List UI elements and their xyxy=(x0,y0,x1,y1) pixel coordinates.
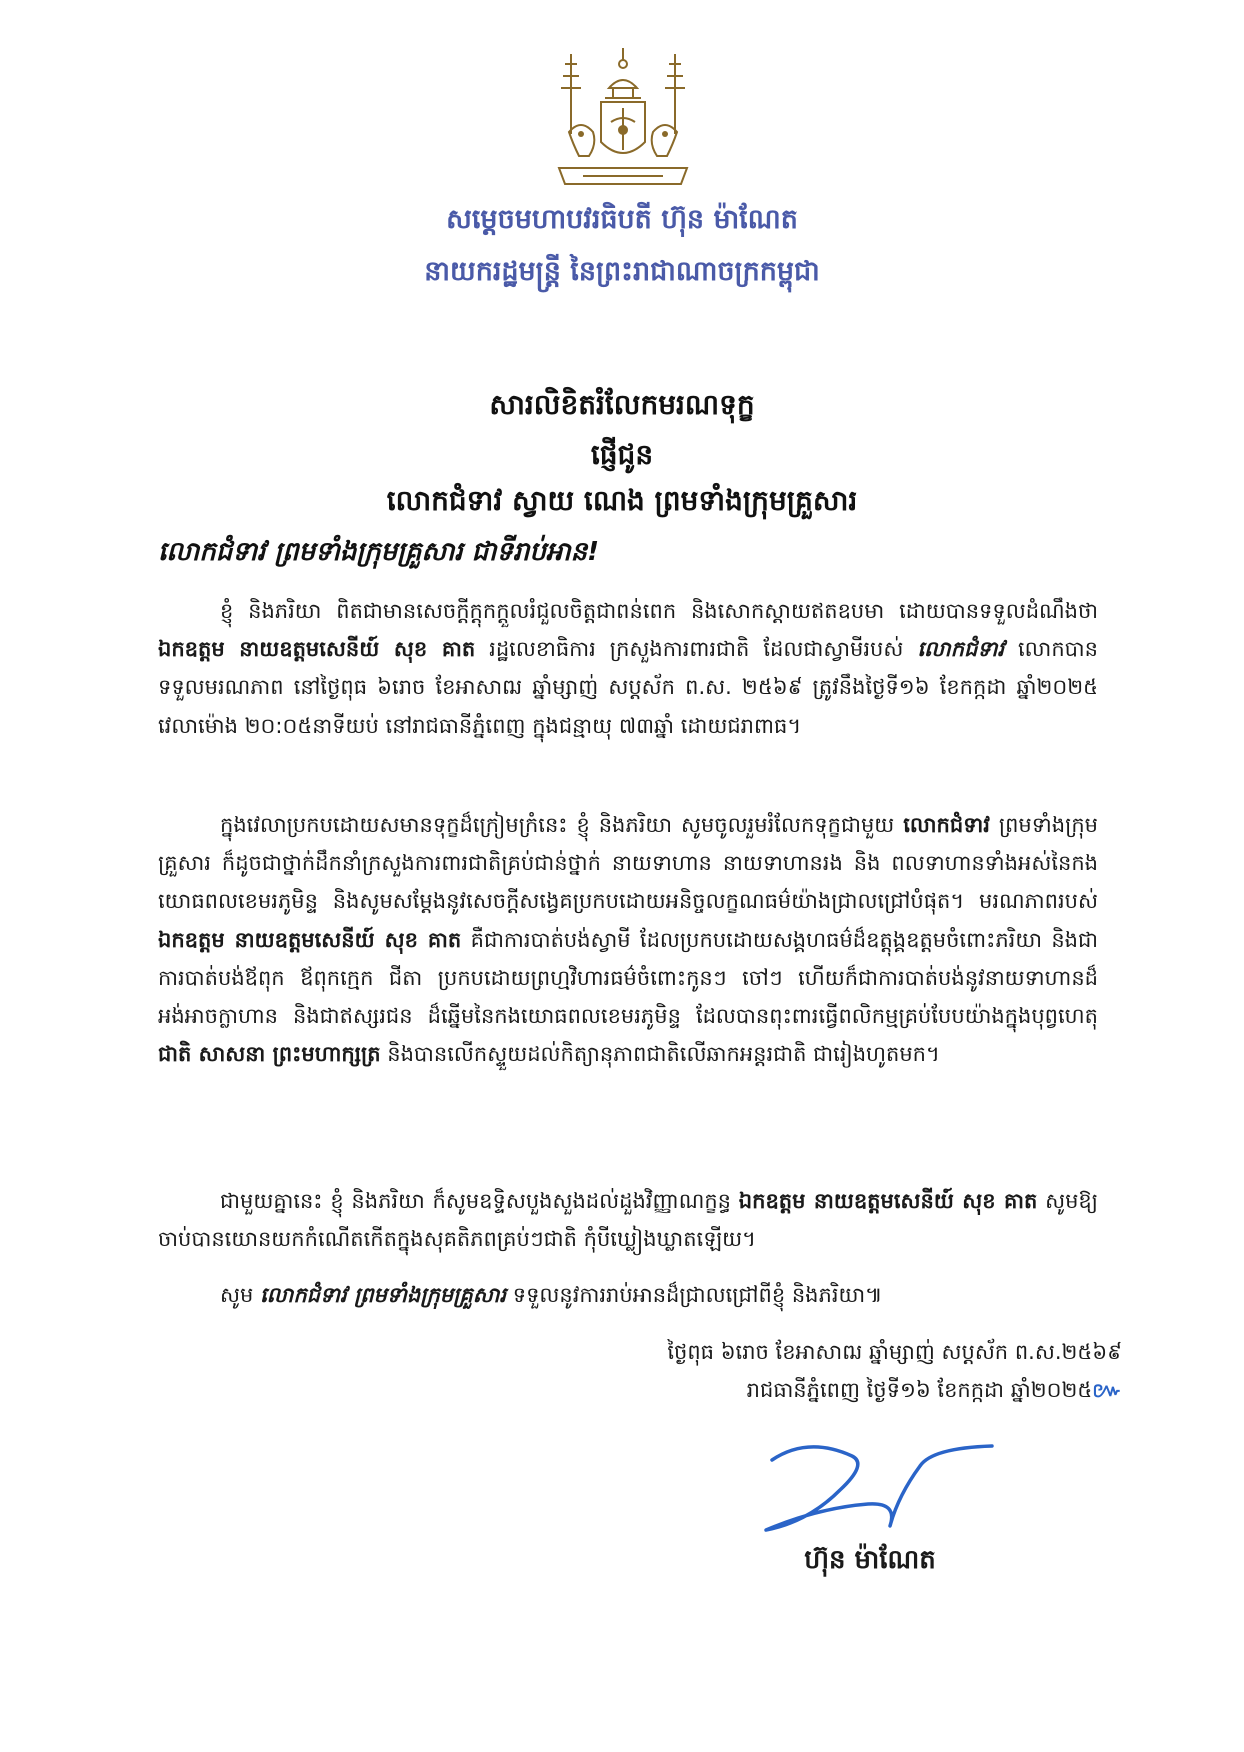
place-and-date: រាជធានីភ្នំពេញ ថ្ងៃទី១៦ ខែកក្កដា ឆ្នាំ២០២៥៚ xyxy=(746,1378,1122,1402)
royal-arms-emblem xyxy=(549,44,697,194)
recipient-title: លោកជំទាវ xyxy=(917,637,1004,662)
paragraph-3: ជាមួយគ្នានេះ ខ្ញុំ និងភរិយា ក៏សូមឧទ្ទិសបួងសួងដល់ដួងវិញ្ញាណក្ខន្ធ ឯកឧត្តម នាយឧត្តមសេនីយ៍ សុខ គាត សូមឱ្យចាប់បានយោនយកកំណើតកើតក្នុងសុគតិភពគ្រប់ៗជាតិ កុំបីឃ្លៀងឃ្លាតឡើយ។ xyxy=(158,1189,1098,1252)
lunar-date: ថ្ងៃពុធ ៦រោច ខែអាសាឍ ឆ្នាំម្សាញ់ សប្តស័ក ព.ស.២៥៦៩ xyxy=(667,1340,1122,1364)
salutation: លោកជំទាវ ព្រមទាំងក្រុមគ្រួសារ ជាទីរាប់អាន! xyxy=(158,537,600,567)
end-mark: ៚ xyxy=(1092,1378,1122,1402)
letter-subtitle: ផ្ញើជូន xyxy=(590,438,654,471)
deceased-name: ឯកឧត្តម នាយឧត្តមសេនីយ៍ សុខ គាត xyxy=(158,637,476,662)
sender-name-heading: សម្តេចមហាបវរធិបតី ហ៊ុន ម៉ាណែត xyxy=(446,204,798,235)
sender-title-heading: នាយករដ្ឋមន្ត្រី នៃព្រះរាជាណាចក្រកម្ពុជា xyxy=(424,256,820,287)
recipient-line: លោកជំទាវ ស្វាយ ណេង ព្រមទាំងក្រុមគ្រួសារ xyxy=(386,484,858,517)
signer-name: ហ៊ុន ម៉ាណែត xyxy=(804,1545,936,1575)
handwritten-signature xyxy=(748,1430,1008,1540)
deceased-name: ឯកឧត្តម នាយឧត្តមសេនីយ៍ សុខ គាត xyxy=(158,927,462,952)
letter-title: សារលិខិតរំលែកមរណទុក្ខ xyxy=(489,388,755,421)
national-motto: ជាតិ សាសនា ព្រះមហាក្សត្រ xyxy=(158,1042,381,1067)
paragraph-1: ខ្ញុំ និងភរិយា ពិតជាមានសេចក្ដីក្ដុកក្ដួលរំជួលចិត្តជាពន់ពេក និងសោកស្ដាយឥតឧបមា ដោយបានទទួលដំណឹងថា ឯកឧត្តម នាយឧត្តមសេនីយ៍ សុខ គាត រដ្ឋលេខាធិការ ក្រសួងការពារជាតិ ដែលជាស្វាមីរបស់ លោកជំទាវ លោកបានទទួលមរណភាព នៅថ្ងៃពុធ ៦រោច ខែអាសាឍ ឆ្នាំម្សាញ់ សប្តស័ក ព.ស. ២៥៦៩ ត្រូវនឹងថ្ងៃទី១៦ ខែកក្កដា ឆ្នាំ២០២៥ វេលាម៉ោង ២០:០៥នាទីយប់ នៅរាជធានីភ្នំពេញ ក្នុងជន្មាយុ ៧៣ឆ្នាំ ដោយជរាពាធ។ xyxy=(158,599,1098,738)
paragraph-2: ក្នុងវេលាប្រកបដោយសមានទុក្ខដ៏ក្រៀមក្រំនេះ ខ្ញុំ និងភរិយា សូមចូលរួមរំលែកទុក្ខជាមួយ លោកជំទាវ ព្រមទាំងក្រុមគ្រួសារ ក៏ដូចជាថ្នាក់ដឹកនាំក្រសួងការពារជាតិគ្រប់ជាន់ថ្នាក់ នាយទាហាន នាយទាហានរង និង ពលទាហានទាំងអស់នៃកងយោធពលខេមរភូមិន្ទ និងសូមសម្ដែងនូវសេចក្ដីសង្វេគប្រកបដោយអនិច្ចលក្ខណធម៌យ៉ាងជ្រាលជ្រៅបំផុត។ មរណភាពរបស់ ឯកឧត្តម នាយឧត្តមសេនីយ៍ សុខ គាត គឺជាការបាត់បង់ស្វាមី ដែលប្រកបដោយសង្គហធម៌ដ៏ឧត្តុង្គឧត្តមចំពោះភរិយា និងជាការបាត់បង់ឪពុក ឪពុកក្មេក ជីតា ប្រកបដោយព្រហ្មវិហារធម៌ចំពោះកូនៗ ចៅៗ ហើយក៏ជាការបាត់បង់នូវនាយទាហានដ៏អង់អាចក្លាហាន និងជាឥស្សរជន ដ៏ឆ្នើមនៃកងយោធពលខេមរភូមិន្ទ ដែលបានពុះពារធ្វើពលិកម្មគ្រប់បែបយ៉ាងក្នុងបុព្វហេតុ ជាតិ សាសនា ព្រះមហាក្សត្រ និងបានលើកស្ទួយដល់កិត្យានុភាពជាតិលើឆាកអន្តរជាតិ ជារៀងហូតមក។ xyxy=(158,813,1098,1067)
recipient-title: លោកជំទាវ ព្រមទាំងក្រុមគ្រួសារ xyxy=(260,1283,507,1307)
deceased-name: ឯកឧត្តម នាយឧត្តមសេនីយ៍ សុខ គាត xyxy=(738,1189,1038,1213)
recipient-title: លោកជំទាវ xyxy=(903,813,990,837)
paragraph-4: សូម លោកជំទាវ ព្រមទាំងក្រុមគ្រួសារ ទទួលនូវការរាប់អានដ៏ជ្រាលជ្រៅពីខ្ញុំ និងភរិយា៕ xyxy=(220,1283,883,1307)
